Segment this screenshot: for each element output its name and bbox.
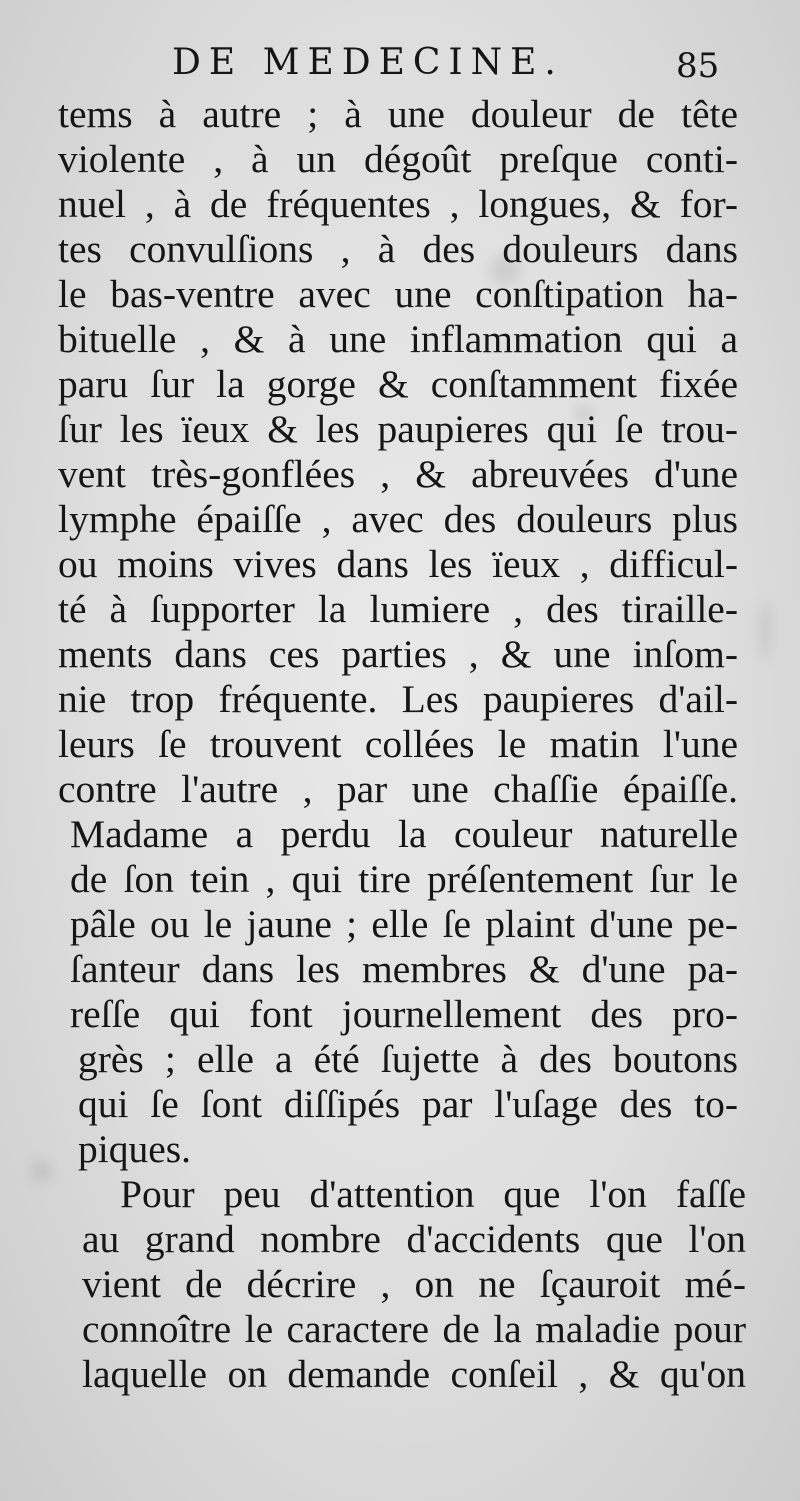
text-line: ou moins vives dans les ïeux , difficul- xyxy=(58,542,738,586)
text-line: qui ſe ſont diſſipés par l'uſage des to- xyxy=(78,1082,738,1126)
text-line: bituelle , & à une inflammation qui a xyxy=(58,317,738,361)
running-head-title: DE MEDECINE. xyxy=(172,42,564,83)
text-line: laquelle on demande conſeil , & qu'on xyxy=(82,1352,746,1396)
text-line: tes convulſions , à des douleurs dans xyxy=(58,227,738,271)
text-line: au grand nombre d'accidents que l'on xyxy=(82,1217,746,1261)
text-line: Madame a perdu la couleur naturelle xyxy=(70,812,738,856)
text-line: violente , à un dégoût preſque conti- xyxy=(58,137,738,181)
text-line: vent très-gonflées , & abreuvées d'une xyxy=(58,452,738,496)
text-line: nie trop fréquente. Les paupieres d'ail- xyxy=(58,677,738,721)
text-line: tems à autre ; à une douleur de tête xyxy=(58,92,738,136)
text-line: connoître le caractere de la maladie pour xyxy=(82,1307,746,1351)
text-line: ſanteur dans les membres & d'une pa- xyxy=(70,947,738,991)
text-line: reſſe qui font journellement des pro- xyxy=(70,992,738,1036)
page-number: 85 xyxy=(676,46,720,86)
text-line: piques. xyxy=(78,1127,192,1171)
text-line: paru ſur la gorge & conſtamment fixée xyxy=(58,362,738,406)
text-line: leurs ſe trouvent collées le matin l'une xyxy=(58,722,738,766)
text-line: grès ; elle a été ſujette à des boutons xyxy=(78,1037,738,1081)
text-line: ſur les ïeux & les paupieres qui ſe trou- xyxy=(58,407,738,451)
text-line: le bas-ventre avec une conſtipation ha- xyxy=(58,272,738,316)
text-line: lymphe épaiſſe , avec des douleurs plus xyxy=(58,497,738,541)
text-line: contre l'autre , par une chaſſie épaiſſe. xyxy=(58,767,738,811)
text-line: vient de décrire , on ne ſçauroit mé- xyxy=(82,1262,746,1306)
paragraph-first-line: Pour peu d'attention que l'on faſſe xyxy=(120,1172,746,1216)
text-line: ments dans ces parties , & une inſom- xyxy=(58,632,738,676)
text-line: de ſon tein , qui tire préſentement ſur le xyxy=(70,857,738,901)
text-line: pâle ou le jaune ; elle ſe plaint d'une pe- xyxy=(70,902,738,946)
text-line: té à ſupporter la lumiere , des tiraille- xyxy=(58,587,738,631)
text-line: nuel , à de fréquentes , longues, & for- xyxy=(58,182,738,226)
